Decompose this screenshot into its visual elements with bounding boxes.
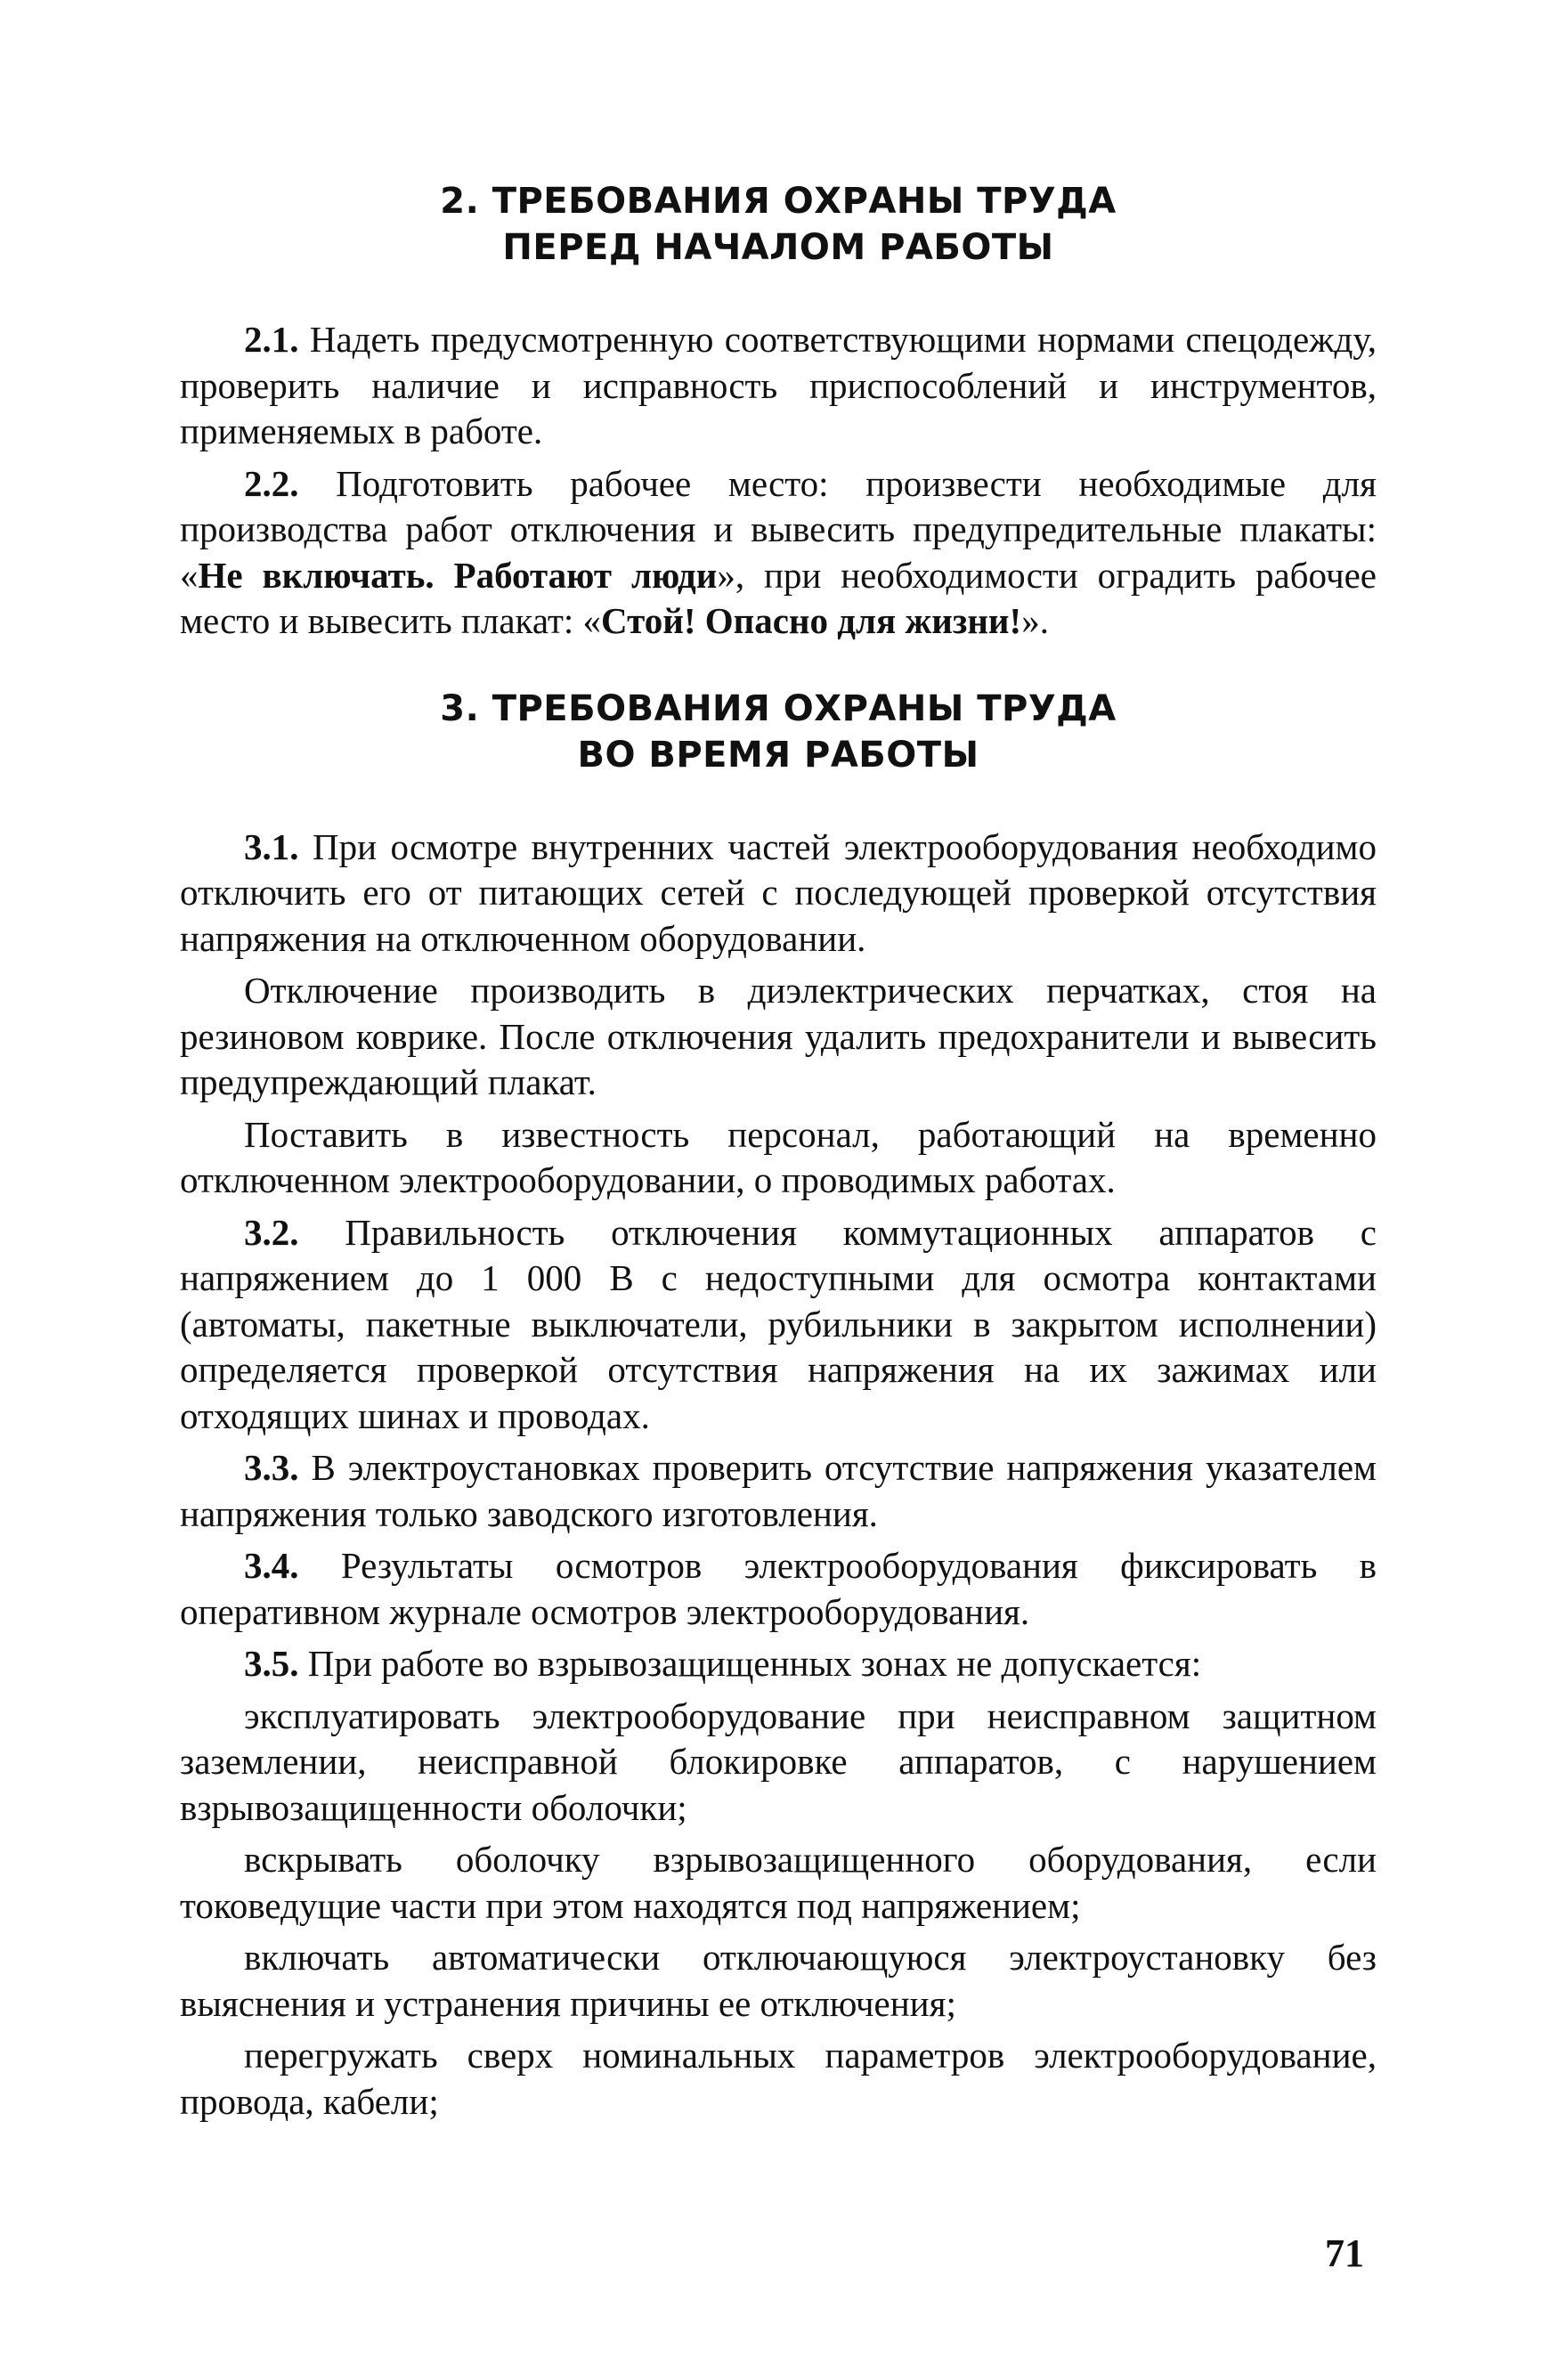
list-item: перегружать сверх номинальных параметров электрооборудование, провода, кабели; [180, 2035, 1377, 2122]
paragraph-text: В электроустановках проверить отсутствие напряжения указателем напряжения только заводского изготовления. [180, 1447, 1377, 1534]
paragraph-number: 2.1. [244, 319, 299, 360]
section-3-heading-line-2: ВО ВРЕМЯ РАБОТЫ [577, 734, 979, 776]
section-3-heading-line-1: 3. ТРЕБОВАНИЯ ОХРАНЫ ТРУДА [440, 687, 1117, 729]
paragraph-text: Правильность отключения коммутационных аппаратов с напряжением до 1 000 В с недоступными для осмотра контактами (автоматы, пакетные выключатели, рубильники в закрытом исполнении) определяется проверкой отсутствия напряжения на их зажимах или отходящих шинах и проводах. [180, 1211, 1377, 1436]
list-item: эксплуатировать электрооборудование при неисправном защитном заземлении, неисправной блокировке аппаратов, с нарушением взрывозащищенности оболочки; [180, 1694, 1377, 1828]
paragraph-3-1-b: Отключение производить в диэлектрических перчатках, стоя на резиновом коврике. После отключения удалить предохранители и вывесить предупреждающий плакат. [180, 970, 1377, 1102]
paragraph-3-3 [180, 1445, 1377, 1537]
section-2-heading-line-2: ПЕРЕД НАЧАЛОМ РАБОТЫ [502, 227, 1054, 268]
paragraph-text: При работе во взрывозащищенных зонах не допускается: [298, 1643, 1202, 1684]
paragraph-text: Подготовить рабочее место: произвести необходимые для производства работ отключения и вывесить предупредительные плакаты: « [180, 462, 1377, 596]
poster-text-danger: Стой! Опасно для жизни! [601, 600, 1022, 641]
poster-text-do-not-switch-on: Не включать. Работают люди [198, 554, 718, 596]
list-item: включать автоматически отключающуюся электроустановку без выяснения и устранения причины ее отключения; [180, 1937, 1377, 2024]
paragraph-3-2 [180, 1210, 1377, 1440]
page-content [180, 178, 1377, 2131]
paragraph-3-1 [180, 825, 1377, 963]
paragraph-3-4 [180, 1543, 1377, 1635]
section-2-heading-line-1: 2. ТРЕБОВАНИЯ ОХРАНЫ ТРУДА [440, 181, 1117, 222]
paragraph-number: 3.2. [244, 1211, 299, 1253]
paragraph-text: ». [1021, 600, 1049, 641]
paragraph-number: 3.1. [244, 825, 299, 867]
paragraph-number: 2.2. [244, 462, 299, 504]
section-3-heading [180, 686, 1377, 778]
paragraph-text: Результаты осмотров электрооборудования фиксировать в оперативном журнале осмотров электрооборудования. [180, 1545, 1377, 1632]
list-item: вскрывать оболочку взрывозащищенного оборудования, если токоведущие части при этом находятся под напряжением; [180, 1839, 1377, 1926]
paragraph-2-2 [180, 461, 1377, 645]
paragraph-text: Надеть предусмотренную соответствующими нормами спецодежду, проверить наличие и исправность приспособлений и инструментов, применяемых в работе. [180, 319, 1377, 451]
paragraph-2-1 [180, 317, 1377, 455]
paragraph-3-1-c: Поставить в известность персонал, работающий на временно отключенном электрооборудовании, о проводимых работах. [180, 1113, 1377, 1200]
section-2-heading [180, 178, 1377, 271]
paragraph-text: », при необходимости оградить рабочее место и вывесить плакат: « [180, 554, 1377, 641]
paragraph-number: 3.4. [244, 1545, 299, 1586]
paragraph-number: 3.3. [244, 1447, 299, 1488]
paragraph-3-5 [180, 1641, 1377, 1687]
paragraph-text: При осмотре внутренних частей электрооборудования необходимо отключить его от питающих сетей с последующей проверкой отсутствия напряжения на отключенном оборудовании. [180, 825, 1377, 959]
paragraph-number: 3.5. [244, 1643, 299, 1684]
page-number: 71 [1325, 2231, 1364, 2275]
